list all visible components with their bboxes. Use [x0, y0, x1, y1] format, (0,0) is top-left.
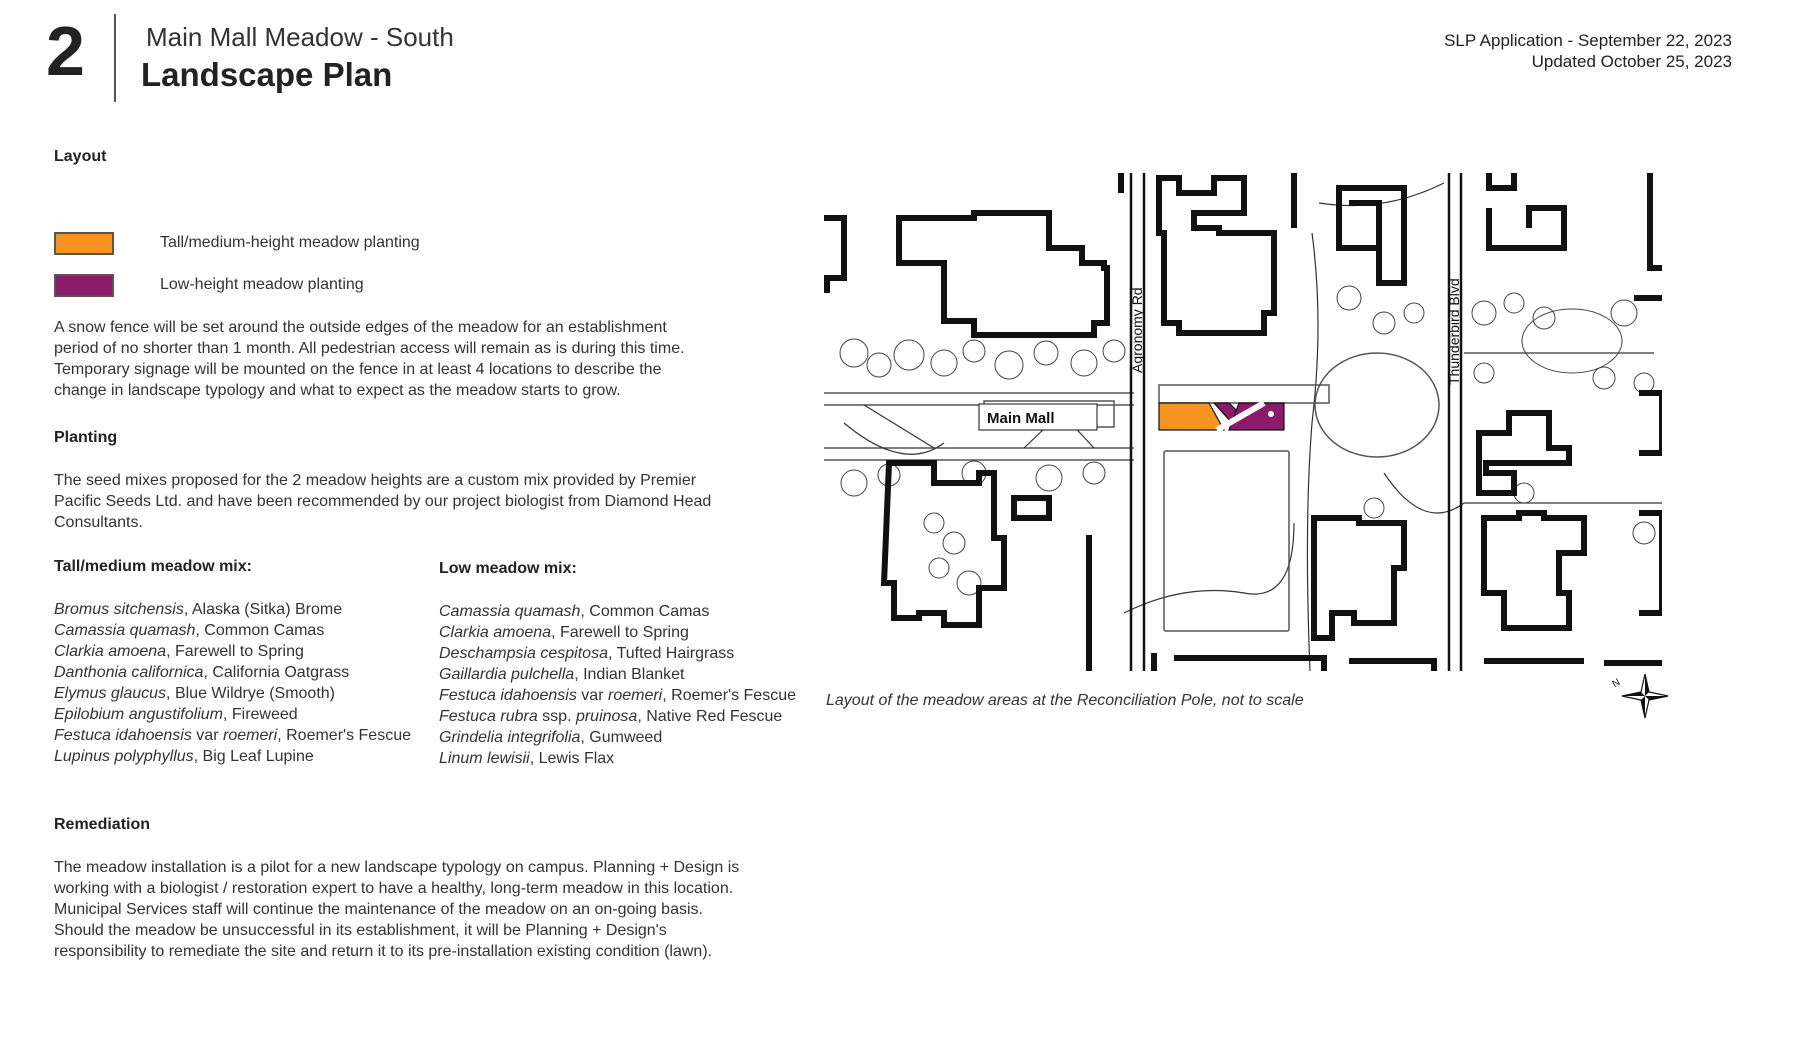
updated-date: Updated October 25, 2023 [1531, 52, 1732, 71]
tall-mix-item [54, 683, 411, 704]
species-latin-name: Clarkia amoena [54, 643, 167, 660]
seed-mix-paragraph: The seed mixes proposed for the 2 meadow heights are a custom mix provided by Premier Pacific Seeds Ltd. and have been recommended by our project biologist from Diamond Head Consultants. [54, 472, 712, 531]
species-latin-name: Festuca idahoensis [54, 727, 192, 744]
species-latin-name: Camassia quamash [54, 622, 196, 639]
snow-fence-paragraph: A snow fence will be set around the outside edges of the meadow for an establishment period of no shorter than 1 month. All pedestrian access will remain as is during this time. Temporary signage will be mounted on the fence in at least 4 locations to describe the change in landscape typology and what to expect as the meadow starts to grow. [54, 319, 685, 399]
tall-mix-item [54, 599, 411, 620]
submission-dates [1444, 30, 1732, 72]
species-common-text: , California Oatgrass [203, 664, 350, 681]
remediation-heading: Remediation [54, 816, 151, 833]
tall-mix-heading: Tall/medium meadow mix: [54, 558, 252, 575]
species-variety-name: roemeri [607, 687, 663, 704]
species-common-text: , Common Camas [195, 622, 325, 639]
agronomy-rd-label: Agronomy Rd [1129, 287, 1145, 373]
application-date: SLP Application - September 22, 2023 [1444, 31, 1732, 50]
species-common-text: , Alaska (Sitka) Brome [183, 601, 343, 618]
site-map [824, 173, 1662, 671]
low-mix-item [439, 643, 796, 664]
species-variety-name: roemeri [222, 727, 278, 744]
species-latin-name: Bromus sitchensis [54, 601, 184, 618]
tall-meadow-swatch [54, 232, 114, 255]
species-common-name: , Roemer's Fescue [662, 687, 796, 704]
low-mix-item [439, 748, 796, 769]
species-common-text: , Farewell to Spring [551, 624, 689, 641]
species-common-text: , Indian Blanket [574, 666, 685, 683]
species-latin-name: Clarkia amoena [439, 624, 552, 641]
tall-meadow-area [1159, 403, 1224, 430]
low-mix-item [439, 601, 796, 622]
species-common-name: , Roemer's Fescue [277, 727, 411, 744]
tall-mix-item [54, 725, 411, 746]
tall-mix-item [54, 662, 411, 683]
page-number: 2 [46, 12, 85, 90]
species-latin-name: Elymus glaucus [54, 685, 167, 702]
species-latin-name: Festuca idahoensis [439, 687, 577, 704]
tall-mix-item [54, 641, 411, 662]
tall-mix-item [54, 704, 411, 725]
remediation-paragraph: The meadow installation is a pilot for a new landscape typology on campus. Planning + Design is working with a biologist / restoration expert to have a healthy, long-term meadow in this location. Municipal Services staff will continue the maintenance of the meadow on an on-going basis. Should the meadow be unsuccessful in its establishment, it will be Planning + Design's responsibility to remediate the site and return it to its pre-installation existing condition (lawn). [54, 859, 740, 960]
low-meadow-swatch [54, 274, 114, 297]
low-mix-item [439, 664, 796, 685]
species-common-text: ssp. [537, 708, 576, 725]
north-arrow-icon [1610, 672, 1670, 725]
species-common-text: , Farewell to Spring [166, 643, 304, 660]
species-variety-name: pruinosa [575, 708, 638, 725]
page-title: Landscape Plan [141, 56, 393, 93]
low-mix-list [439, 601, 796, 769]
species-latin-name: Festuca rubra [439, 708, 538, 725]
species-common-text: , Gumweed [580, 729, 663, 746]
species-common-text: , Tufted Hairgrass [607, 645, 735, 662]
low-mix-item [439, 622, 796, 643]
main-mall-label: Main Mall [987, 410, 1055, 427]
compass-north-letter: N [1610, 676, 1623, 691]
species-latin-name: Grindelia integrifolia [439, 729, 581, 746]
planting-heading: Planting [54, 429, 118, 446]
species-common-text: var [191, 727, 223, 744]
low-mix-heading: Low meadow mix: [439, 560, 577, 577]
species-common-text: , Blue Wildrye (Smooth) [166, 685, 335, 702]
species-latin-name: Danthonia californica [54, 664, 204, 681]
lawn-areas [984, 353, 1439, 631]
site-map-drawing [824, 173, 1662, 671]
page-subtitle: Main Mall Meadow - South [146, 22, 454, 52]
map-caption: Layout of the meadow areas at the Reconciliation Pole, not to scale [826, 692, 1304, 709]
species-latin-name: Camassia quamash [439, 603, 581, 620]
low-mix-item [439, 706, 796, 727]
layout-heading: Layout [54, 148, 107, 165]
species-common-text: , Fireweed [222, 706, 298, 723]
title-divider [114, 14, 116, 102]
tall-meadow-legend-label: Tall/medium-height meadow planting [160, 234, 420, 251]
reconciliation-pole-marker [1268, 411, 1274, 417]
low-mix-item [439, 685, 796, 706]
species-common-name: , Native Red Fescue [637, 708, 783, 725]
species-latin-name: Gaillardia pulchella [439, 666, 575, 683]
species-common-text: var [576, 687, 608, 704]
species-common-text: , Common Camas [580, 603, 710, 620]
thunderbird-blvd-label: Thunderbird Blvd [1446, 278, 1462, 385]
species-latin-name: Deschampsia cespitosa [439, 645, 608, 662]
species-latin-name: Lupinus polyphyllus [54, 748, 194, 765]
tall-mix-list [54, 599, 411, 767]
species-latin-name: Linum lewisii [439, 750, 530, 767]
species-latin-name: Epilobium angustifolium [54, 706, 223, 723]
low-meadow-legend-label: Low-height meadow planting [160, 276, 364, 293]
tall-mix-item [54, 620, 411, 641]
low-mix-item [439, 727, 796, 748]
species-common-text: , Big Leaf Lupine [193, 748, 314, 765]
species-common-text: , Lewis Flax [529, 750, 615, 767]
tall-mix-item [54, 746, 411, 767]
